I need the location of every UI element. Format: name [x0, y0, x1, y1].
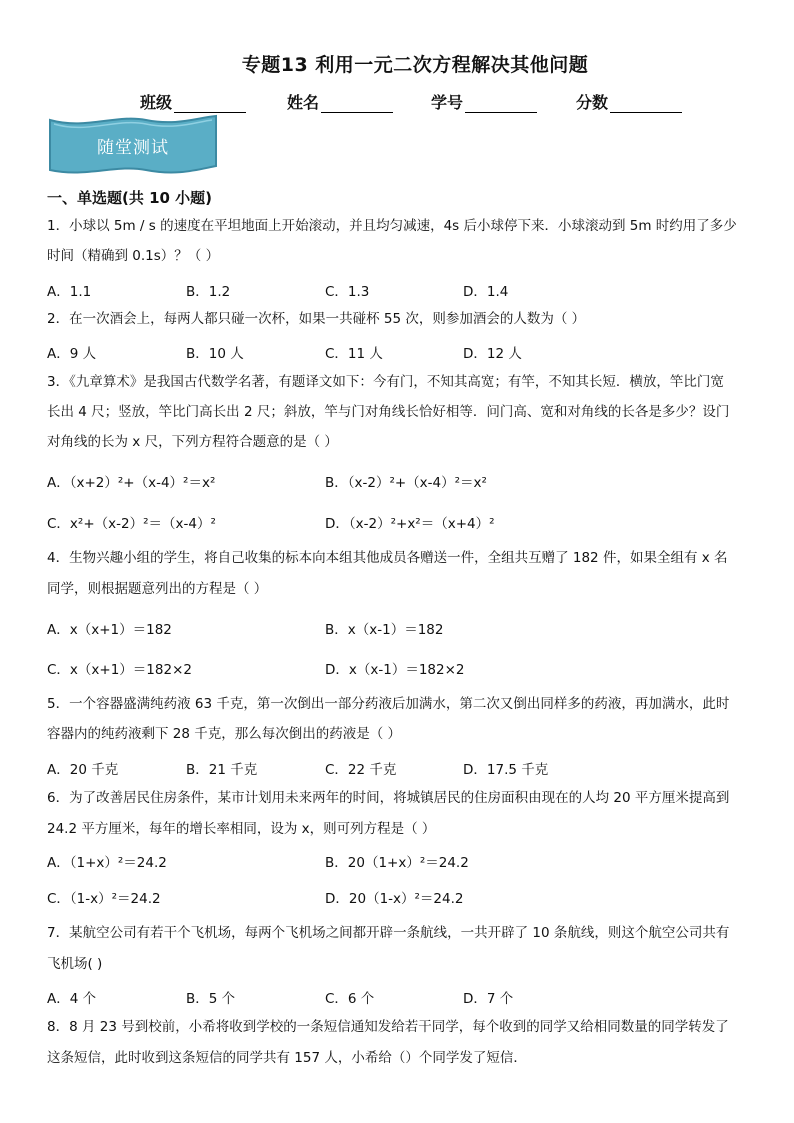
question-6-option-d[interactable]: D．20（1-x）²＝24.2: [325, 891, 464, 907]
question-2-option-c[interactable]: C．11 人: [325, 346, 383, 362]
score-blank[interactable]: [610, 94, 682, 113]
question-3-line-1: 3．《九章算术》是我国古代数学名著，有题译文如下：今有门，不知其高宽；有竿，不知其长短．横放，竿比门宽: [47, 374, 724, 390]
student-id-field: 学号: [431, 90, 537, 113]
question-1-line-1: 1．小球以 5m / s 的速度在平坦地面上开始滚动，并且均匀减速，4s 后小球停下来．小球滚动到 5m 时约用了多少: [47, 218, 737, 234]
question-4-line-1: 4．生物兴趣小组的学生，将自己收集的标本向本组其他成员各赠送一件，全组共互赠了 182 件，如果全组有 x 名: [47, 550, 728, 566]
question-3-line-3: 对角线的长为 x 尺，下列方程符合题意的是（ ）: [47, 434, 338, 450]
question-4-option-d[interactable]: D．x（x-1）＝182×2: [325, 662, 465, 678]
question-7-option-b[interactable]: B．5 个: [186, 991, 236, 1007]
score-field: 分数: [576, 90, 682, 113]
question-4-option-b[interactable]: B．x（x-1）＝182: [325, 622, 444, 638]
question-4-line-2: 同学，则根据题意列出的方程是（ ）: [47, 581, 268, 597]
question-7-option-d[interactable]: D．7 个: [463, 991, 514, 1007]
question-4-option-a[interactable]: A．x（x+1）＝182: [47, 622, 172, 638]
question-5-option-a[interactable]: A．20 千克: [47, 762, 119, 778]
question-1-option-c[interactable]: C．1.3: [325, 284, 370, 300]
question-5-option-b[interactable]: B．21 千克: [186, 762, 258, 778]
question-1-option-d[interactable]: D．1.4: [463, 284, 509, 300]
class-blank[interactable]: [174, 94, 246, 113]
name-field: 姓名: [287, 90, 393, 113]
class-field: 班级: [140, 90, 246, 113]
question-6-option-a[interactable]: A．（1+x）²＝24.2: [47, 855, 167, 871]
question-2-option-d[interactable]: D．12 人: [463, 346, 522, 362]
question-8-line-1: 8．8 月 23 号到校前，小希将收到学校的一条短信通知发给若干同学，每个收到的同学又给相同数量的同学转发了: [47, 1019, 729, 1035]
question-1-option-b[interactable]: B．1.2: [186, 284, 231, 300]
question-5-line-1: 5．一个容器盛满纯药液 63 千克，第一次倒出一部分药液后加满水，第二次又倒出同样多的药液，再加满水，此时: [47, 696, 730, 712]
question-5-option-d[interactable]: D．17.5 千克: [463, 762, 549, 778]
question-1-line-2: 时间（精确到 0.1s）？（ ）: [47, 248, 220, 264]
student-info-row: [140, 90, 700, 114]
question-7-option-a[interactable]: A．4 个: [47, 991, 97, 1007]
question-3-option-a[interactable]: A．（x+2）²+（x-4）²＝x²: [47, 475, 216, 491]
question-4-option-c[interactable]: C．x（x+1）＝182×2: [47, 662, 192, 678]
student-id-blank[interactable]: [465, 94, 537, 113]
question-7-line-2: 飞机场( ): [47, 956, 103, 972]
question-3-option-c[interactable]: C．x²+（x-2）²＝（x-4）²: [47, 516, 216, 532]
section-heading: 一、单选题(共 10 小题): [47, 189, 213, 207]
question-2-line-1: 2．在一次酒会上，每两人都只碰一次杯，如果一共碰杯 55 次，则参加酒会的人数为（ ）: [47, 311, 586, 327]
name-blank[interactable]: [321, 94, 393, 113]
question-7-option-c[interactable]: C．6 个: [325, 991, 375, 1007]
question-3-line-2: 长出 4 尺；竖放，竿比门高长出 2 尺；斜放，竿与门对角线长恰好相等．问门高、宽和对角线的长各是多少？设门: [47, 404, 730, 420]
question-6-line-1: 6．为了改善居民住房条件，某市计划用未来两年的时间，将城镇居民的住房面积由现在的人均 20 平方厘米提高到: [47, 790, 730, 806]
question-7-line-1: 7．某航空公司有若干个飞机场，每两个飞机场之间都开辟一条航线，一共开辟了 10 条航线，则这个航空公司共有: [47, 925, 730, 941]
question-6-line-2: 24.2 平方厘米，每年的增长率相同，设为 x，则可列方程是（ ）: [47, 821, 436, 837]
question-5-option-c[interactable]: C．22 千克: [325, 762, 397, 778]
question-8-line-2: 这条短信，此时收到这条短信的同学共有 157 人，小希给（）个同学发了短信．: [47, 1050, 527, 1066]
question-1-option-a[interactable]: A．1.1: [47, 284, 92, 300]
page-title: 专题13 利用一元二次方程解决其他问题: [241, 54, 589, 76]
question-2-option-b[interactable]: B．10 人: [186, 346, 244, 362]
question-6-option-c[interactable]: C．（1-x）²＝24.2: [47, 891, 161, 907]
question-6-option-b[interactable]: B．20（1+x）²＝24.2: [325, 855, 469, 871]
question-3-option-d[interactable]: D．（x-2）²+x²＝（x+4）²: [325, 516, 495, 532]
question-5-line-2: 容器内的纯药液剩下 28 千克，那么每次倒出的药液是（ ）: [47, 726, 402, 742]
question-2-option-a[interactable]: A．9 人: [47, 346, 97, 362]
question-3-option-b[interactable]: B．（x-2）²+（x-4）²＝x²: [325, 475, 487, 491]
banner-label: 随堂测试: [97, 138, 169, 158]
